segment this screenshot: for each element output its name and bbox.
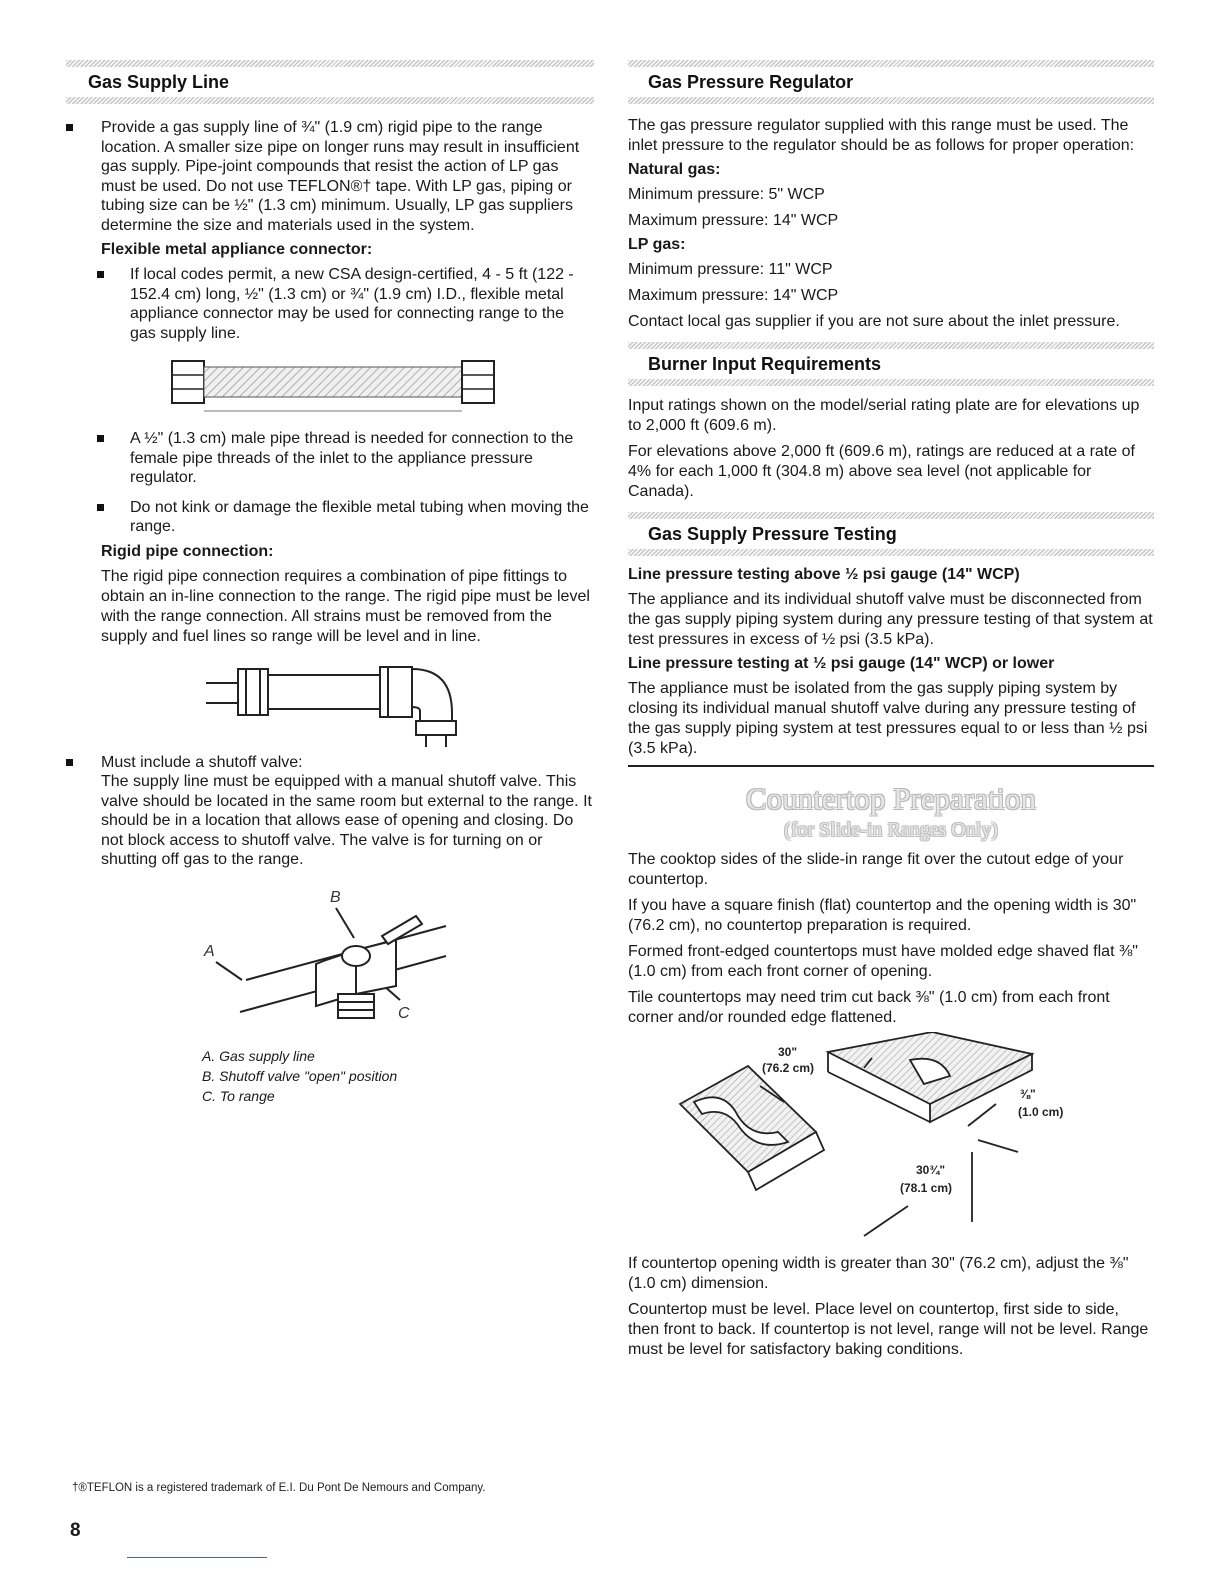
gas-pressure-regulator-heading: Gas Pressure Regulator (648, 72, 854, 92)
rigid-pipe-heading: Rigid pipe connection: (101, 542, 274, 560)
heading-bar-top (66, 60, 594, 67)
dim-30-cm: (76.2 cm) (762, 1061, 815, 1075)
bullet-square-icon (97, 504, 104, 511)
natural-gas-min: Minimum pressure: 5" WCP (628, 186, 825, 203)
right-column (628, 60, 1154, 1364)
burner-text-2: For elevations above 2,000 ft (609.6 m), ratings are reduced at a rate of 4% for each 1,000 ft (304.8 m) above sea level (not applicable for Canada). (628, 443, 1135, 500)
counter-text-3: Formed front-edged countertops must have molded edge shaved flat ⅜" (1.0 cm) from each front corner of opening. (628, 943, 1138, 980)
lp-gas-min: Minimum pressure: 11" WCP (628, 261, 833, 278)
burner-input-heading: Burner Input Requirements (648, 354, 882, 374)
contact-supplier-text: Contact local gas supplier if you are not sure about the inlet pressure. (628, 313, 1120, 330)
flex-bullet-3-text: Do not kink or damage the flexible metal tubing when moving the range. (130, 498, 589, 535)
shutoff-valve-text: The supply line must be equipped with a manual shutoff valve. This valve should be located in the same room but external to the range. It should be in a location that allows ease of opening and closing. Do not block access to shutoff valve. The valve is for turning on or shutting off gas to the range. (101, 773, 592, 868)
valve-captions (66, 1046, 594, 1106)
lp-gas-max: Maximum pressure: 14" WCP (628, 287, 839, 304)
rigid-pipe-text: The rigid pipe connection requires a combination of pipe fittings to obtain an in-line connection to the range. The rigid pipe must be level with the range connection. All strains must be removed from the supply and fuel lines so range will be level and in line. (101, 567, 590, 645)
dim-30-3-4-cm: (78.1 cm) (900, 1181, 953, 1195)
flex-connector-heading: Flexible metal appliance connector: (101, 241, 373, 258)
dim-3-8-cm: (1.0 cm) (1018, 1105, 1064, 1119)
heading-bar-top (628, 60, 1154, 67)
heading-bar-bottom (628, 549, 1154, 556)
label-b: B (330, 888, 341, 906)
countertop-cutout-illustration (628, 1032, 1154, 1250)
test-text-2: The appliance must be isolated from the gas supply piping system by closing its individual manual shutoff valve during any pressure testing of the gas supply piping system at test pressures equal to or less than ½ psi (3.5 kPa). (628, 680, 1148, 757)
lp-gas-heading: LP gas: (628, 236, 686, 253)
flex-bullet-1 (66, 265, 594, 343)
footer-rule (127, 1557, 267, 1558)
counter-text-2: If you have a square finish (flat) countertop and the opening width is 30" (76.2 cm), no countertop preparation is required. (628, 897, 1137, 934)
heading-bar-bottom (628, 97, 1154, 104)
flex-bullet-3 (66, 498, 594, 537)
rigid-pipe-illustration (66, 651, 594, 747)
heading-bar-top (628, 342, 1154, 349)
counter-text-5: If countertop opening width is greater than 30" (76.2 cm), adjust the ⅜" (1.0 cm) dimension. (628, 1255, 1129, 1292)
natural-gas-heading: Natural gas: (628, 161, 721, 178)
dim-30-3-4: 30¾" (916, 1163, 946, 1177)
supply-line-text: Provide a gas supply line of ¾" (1.9 cm) rigid pipe to the range location. A smaller size pipe on longer runs may result in insufficient gas supply. Pipe-joint compounds that resist the action of LP gas must be used. Do not use TEFLON®† tape. With LP gas, piping or tubing size can be ½" (1.3 cm) minimum. Usually, LP gas suppliers determine the size and materials used in the system. (101, 119, 580, 234)
left-column (66, 60, 594, 1106)
heading-bar-bottom (66, 97, 594, 104)
label-a: A (204, 942, 215, 960)
countertop-preparation-subtitle: (for Slide-in Ranges Only) (784, 819, 998, 841)
test-text-1: The appliance and its individual shutoff valve must be disconnected from the gas supply piping system during any pressure testing of that system at test pressures in excess of ½ psi (3.5 kPa). (628, 591, 1153, 648)
caption-c: C. To range (202, 1087, 275, 1104)
counter-text-6: Countertop must be level. Place level on countertop, first side to side, then front to back. If countertop is not level, range will not be level. Range must be level for satisfactory baking conditions. (628, 1301, 1149, 1358)
bullet-square-icon (66, 124, 73, 131)
test-sub-2: Line pressure testing at ½ psi gauge (14" WCP) or lower (628, 655, 1055, 672)
bullet-square-icon (97, 435, 104, 442)
heading-bar-top (628, 512, 1154, 519)
section-divider (628, 765, 1154, 767)
counter-text-4: Tile countertops may need trim cut back ⅜" (1.0 cm) from each front corner and/or rounded edge flattened. (628, 989, 1110, 1026)
flex-bullet-2-text: A ½" (1.3 cm) male pipe thread is needed for connection to the female pipe threads of the inlet to the appliance pressure regulator. (130, 430, 574, 486)
burner-text-1: Input ratings shown on the model/serial rating plate are for elevations up to 2,000 ft (609.6 m). (628, 397, 1140, 434)
counter-text-1: The cooktop sides of the slide-in range fit over the cutout edge of your countertop. (628, 851, 1124, 888)
label-c: C (398, 1004, 410, 1022)
shutoff-valve-bullet (66, 753, 594, 870)
shutoff-valve-title: Must include a shutoff valve: (101, 753, 303, 771)
dim-30: 30" (778, 1045, 798, 1059)
dim-3-8: ⅜" (1020, 1087, 1036, 1101)
flex-bullet-1-text: If local codes permit, a new CSA design-certified, 4 - 5 ft (122 - 152.4 cm) long, ½" (1.3 cm) or ¾" (1.9 cm) I.D., flexible metal appliance connector may be used for connecting range to the gas supply line. (130, 266, 574, 342)
gas-supply-line-heading: Gas Supply Line (88, 72, 230, 92)
regulator-text: The gas pressure regulator supplied with this range must be used. The inlet pressure to the regulator should be as follows for proper operation: (628, 117, 1135, 154)
shutoff-valve-illustration (66, 876, 594, 1048)
bullet-square-icon (66, 759, 73, 766)
caption-b: B. Shutoff valve "open" position (202, 1067, 398, 1084)
supply-line-bullet (66, 118, 594, 235)
caption-a: A. Gas supply line (202, 1047, 315, 1064)
teflon-footnote: †®TEFLON is a registered trademark of E.I. Du Pont De Nemours and Company. (72, 1482, 486, 1494)
flexible-connector-illustration (66, 349, 594, 421)
countertop-preparation-title: Countertop Preparation (745, 781, 1037, 816)
rigid-pipe-section (66, 543, 594, 647)
heading-bar-bottom (628, 379, 1154, 386)
bullet-square-icon (97, 271, 104, 278)
flex-bullet-2 (66, 429, 594, 488)
pressure-testing-heading: Gas Supply Pressure Testing (648, 524, 897, 544)
test-sub-1: Line pressure testing above ½ psi gauge (14" WCP) (628, 566, 1020, 583)
natural-gas-max: Maximum pressure: 14" WCP (628, 212, 839, 229)
page-number: 8 (70, 1520, 81, 1541)
